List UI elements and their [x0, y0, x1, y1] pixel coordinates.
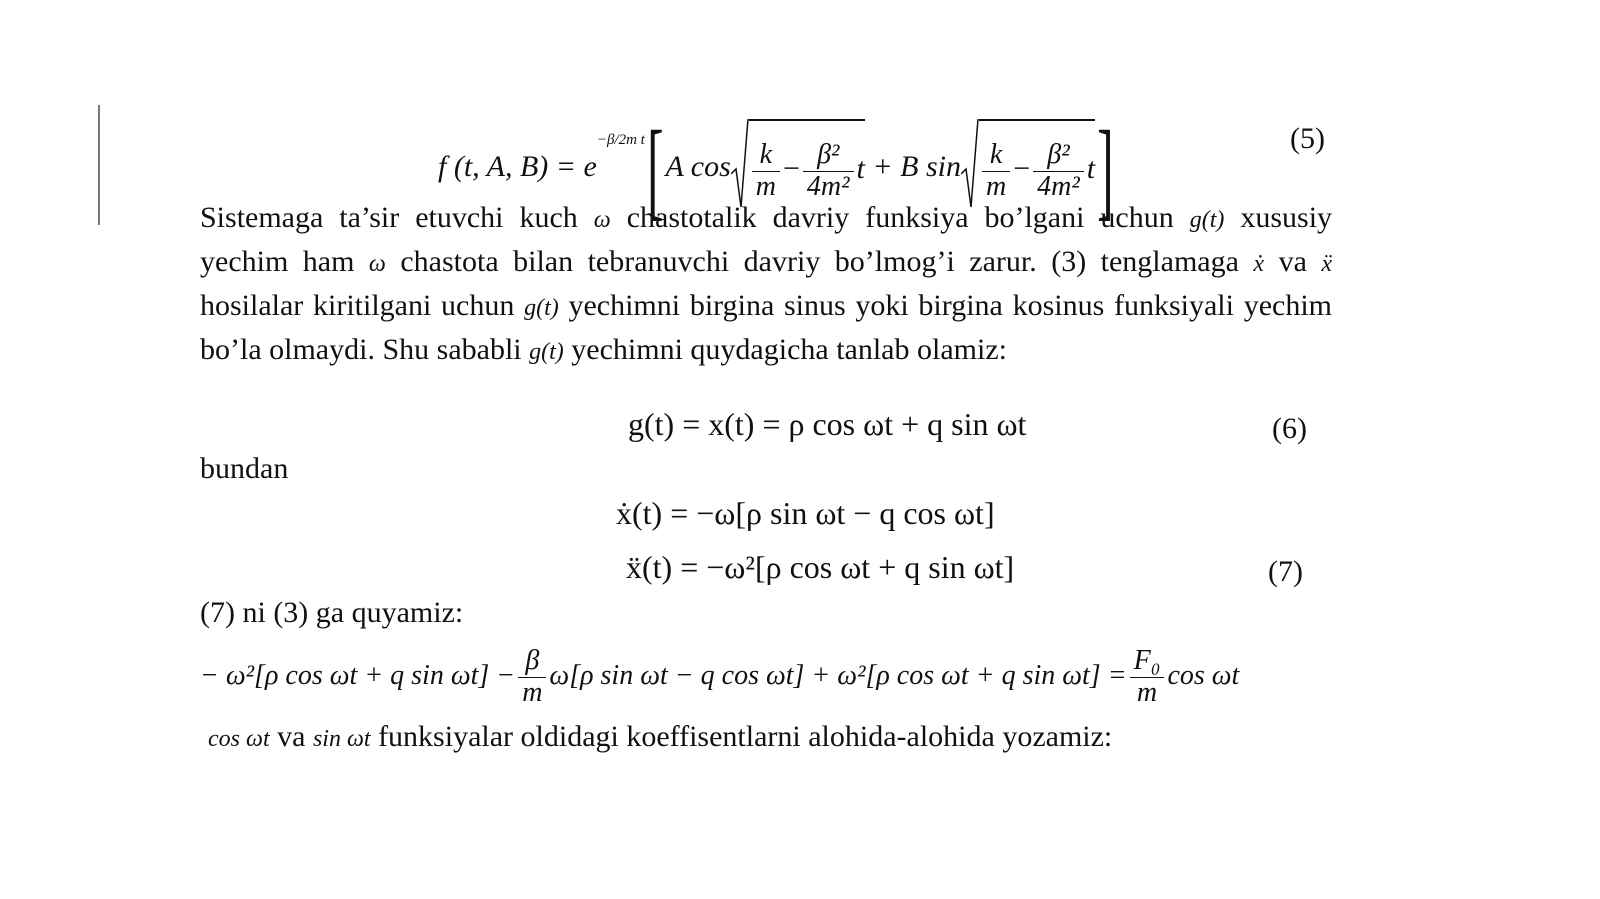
equation-7-line-1: ẋ(t) = −ω[ρ sin ωt − q cos ωt] [616, 495, 995, 531]
vertical-margin-line [98, 105, 100, 225]
equation-5: f (t, A, $B) = e^{-\beta/2m t}[A$ cos $\frac{k}{m}$ − $\frac{\text{β²}}{\text{4m²}}$ t + B sin $\frac{k}{m}$ − $\frac{\text{β²}}{\text{4m²}}$ t] [438, 108, 1114, 231]
paragraph-1: Sistemaga ta’sir etuvchi kuch ω chastotalik davriy funksiya bo’lgani uchun g(t) xususiy yechim ham ω chastota bilan tebranuvchi davriy bo’lmog’i zarur. (3) tenglamaga ẋ va ẍ hosilalar kiritilgani uchun g(t) yechimni birgina sinus yoki birgina kosinus funksiyali yechim bo’la olmaydi. Shu sababli g(t) yechimni quydagicha tanlab olamiz: [200, 201, 1333, 366]
equation-7-line-2: ẍ(t) = −ω²[ρ cos ωt + q sin ωt] [626, 549, 1015, 585]
omega-symbol: ω [593, 207, 611, 233]
equation-8: − ω²[ρ cos ωt + q sin ωt] − $\frac{\beta}{m}$ ω[ρ sin ωt − q cos ωt] + ω²[ρ cos ωt + q sin ωt] = $\frac{\text{F₀}}{m}$ cos ωt [200, 645, 1240, 709]
eq5-sqrt-1: $\frac{k}{m}$ − $\frac{\text{β²}}{\text{4m²}}$ t [731, 119, 865, 219]
equation-5-number: (5) [1290, 122, 1325, 155]
eq5-sqrt-2: $\frac{k}{m}$ − $\frac{\text{β²}}{\text{4m²}}$ t [961, 119, 1095, 219]
substitution-text: (7) ni (3) ga quyamiz: [200, 596, 464, 629]
last-line: cos ωt va sin ωt funksiyalar oldidagi koeffisentlarni alohida-alohida yozamiz: [208, 720, 1113, 753]
eq5-a-cos: A cos [665, 150, 731, 183]
equation-6-number: (6) [1272, 412, 1307, 445]
equation-6: g(t) = x(t) = ρ cos ωt + q sin ωt [628, 406, 1027, 442]
equation-7-number: (7) [1268, 555, 1303, 588]
eq5-lhs: f (t, A, B) = e [438, 150, 597, 183]
eq5-plus-b-sin: + B sin [872, 150, 961, 183]
bundan-text: bundan [200, 452, 289, 485]
eq5-exponent: −β/2m t [596, 132, 645, 148]
